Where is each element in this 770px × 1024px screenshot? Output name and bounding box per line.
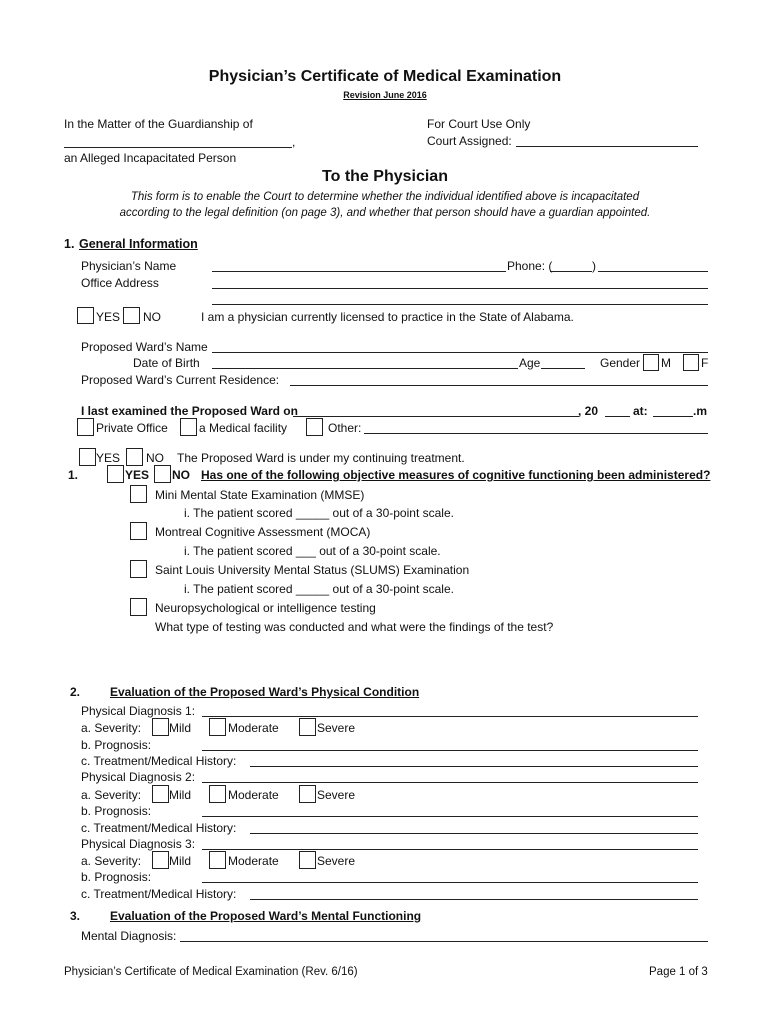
age-line[interactable] [541,368,585,369]
moca-checkbox[interactable] [130,522,147,540]
phone-number-line[interactable] [598,271,708,272]
diagnosis-1-prognosis-label: b. Prognosis: [81,738,152,752]
section1-number: 1. [64,237,75,251]
mmse-checkbox[interactable] [130,485,147,503]
cognitive-question: Has one of the following objective measures of cognitive functioning been administered? [201,468,711,482]
diagnosis-2-severity-label: a. Severity: [81,788,142,802]
diagnosis-1-moderate-checkbox[interactable] [209,718,226,736]
cognitive-question-number: 1. [68,468,79,482]
mmse-score: i. The patient scored _____ out of a 30-point scale. [184,506,454,520]
comma: , [292,135,296,149]
license-yes-checkbox[interactable] [77,307,94,324]
time-suffix: .m [693,404,708,418]
diagnosis-3-mild-checkbox[interactable] [152,851,169,869]
page-number: Page 1 of 3 [649,966,708,978]
diagnosis-2-moderate-label: Moderate [228,788,279,802]
diagnosis-1-label: Physical Diagnosis 1: [81,704,196,718]
intro-heading: To the Physician [322,168,448,185]
diagnosis-2-mild-label: Mild [169,788,192,802]
diagnosis-1-mild-checkbox[interactable] [152,718,169,736]
year-line[interactable] [605,416,630,417]
footer-title: Physician’s Certificate of Medical Examination (Rev. 6/16) [64,966,358,978]
intro-line-2: according to the legal definition (on page 3), and whether that person should have a guardian appointed. [119,207,651,219]
diagnosis-2-line[interactable] [202,782,698,783]
continuing-yes-checkbox[interactable] [79,448,96,466]
medical-facility-label: a Medical facility [199,421,288,435]
last-examined-label: I last examined the Proposed Ward on [81,404,298,418]
ward-name-line[interactable] [64,147,292,148]
continuing-no-checkbox[interactable] [126,448,143,466]
dob-line[interactable] [212,368,518,369]
neuro-testing-label: Neuropsychological or intelligence testing [155,601,376,615]
private-office-label: Private Office [96,421,168,435]
continuing-treatment-statement: The Proposed Ward is under my continuing treatment. [177,451,465,465]
diagnosis-1-severity-label: a. Severity: [81,721,142,735]
slums-score: i. The patient scored _____ out of a 30-point scale. [184,582,454,596]
proposed-ward-name-line[interactable] [212,352,708,353]
gender-label: Gender [600,356,641,370]
diagnosis-1-severe-checkbox[interactable] [299,718,316,736]
diagnosis-1-severe-label: Severe [317,721,356,735]
form-title: Physician’s Certificate of Medical Examination [208,68,562,85]
exam-date-line[interactable] [293,416,579,417]
continuing-yes-label: YES [96,451,121,465]
at-label: at: [633,404,648,418]
slums-label: Saint Louis University Mental Status (SLUMS) Examination [155,563,470,577]
diagnosis-3-line[interactable] [202,849,698,850]
alleged-label: an Alleged Incapacitated Person [64,151,237,165]
physician-name-line[interactable] [212,271,506,272]
private-office-checkbox[interactable] [77,418,94,436]
office-address-label: Office Address [81,276,159,290]
medical-facility-checkbox[interactable] [180,418,197,436]
phone-close-paren: ) [592,259,596,273]
moca-label: Montreal Cognitive Assessment (MOCA) [155,525,371,539]
cognitive-yes-label: YES [125,468,150,482]
area-code-line[interactable] [550,271,592,272]
section3-number: 3. [70,909,81,923]
license-yes-label: YES [96,310,121,324]
section2-number: 2. [70,685,81,699]
diagnosis-3-moderate-checkbox[interactable] [209,851,226,869]
diagnosis-2-severe-label: Severe [317,788,356,802]
office-address-line-2[interactable] [212,304,708,305]
time-line[interactable] [653,416,693,417]
diagnosis-2-treatment-line[interactable] [250,833,698,834]
other-location-line[interactable] [364,433,708,434]
diagnosis-3-prognosis-line[interactable] [202,882,698,883]
ward-name-label: Proposed Ward’s Name [81,340,208,354]
diagnosis-3-treatment-line[interactable] [250,899,698,900]
office-address-line-1[interactable] [212,288,708,289]
diagnosis-3-severe-label: Severe [317,854,356,868]
continuing-no-label: NO [146,451,164,465]
diagnosis-3-label: Physical Diagnosis 3: [81,837,196,851]
residence-line[interactable] [290,385,708,386]
residence-label: Proposed Ward’s Current Residence: [81,373,280,387]
diagnosis-2-prognosis-label: b. Prognosis: [81,804,152,818]
neuro-testing-question: What type of testing was conducted and what were the findings of the test? [155,620,554,634]
gender-m-checkbox[interactable] [643,354,659,371]
slums-checkbox[interactable] [130,560,147,578]
cognitive-yes-checkbox[interactable] [107,465,124,483]
license-no-label: NO [143,310,161,324]
court-assigned-label: Court Assigned: [427,134,512,148]
diagnosis-2-label: Physical Diagnosis 2: [81,770,196,784]
dob-label: Date of Birth [133,356,200,370]
diagnosis-1-line[interactable] [202,716,698,717]
diagnosis-3-treatment-label: c. Treatment/Medical History: [81,887,237,901]
neuro-testing-checkbox[interactable] [130,598,147,616]
license-statement: I am a physician currently licensed to practice in the State of Alabama. [201,310,574,324]
cognitive-no-label: NO [172,468,190,482]
mmse-label: Mini Mental State Examination (MMSE) [155,488,365,502]
diagnosis-3-moderate-label: Moderate [228,854,279,868]
gender-f-label: F [701,356,709,370]
moca-score: i. The patient scored ___ out of a 30-point scale. [184,544,441,558]
section1-heading: General Information [79,237,198,251]
other-location-label: Other: [328,421,362,435]
diagnosis-3-severe-checkbox[interactable] [299,851,316,869]
gender-f-checkbox[interactable] [683,354,699,371]
cognitive-no-checkbox[interactable] [154,465,171,483]
section3-heading: Evaluation of the Proposed Ward’s Mental Functioning [110,909,422,923]
age-label: Age [519,356,541,370]
diagnosis-1-treatment-line[interactable] [250,766,698,767]
diagnosis-3-prognosis-label: b. Prognosis: [81,870,152,884]
other-location-checkbox[interactable] [306,418,323,436]
gender-m-label: M [661,356,671,370]
diagnosis-1-treatment-label: c. Treatment/Medical History: [81,754,237,768]
intro-line-1: This form is to enable the Court to determine whether the individual identified above is incapacitated [130,191,640,203]
matter-label: In the Matter of the Guardianship of [64,117,253,131]
diagnosis-3-severity-label: a. Severity: [81,854,142,868]
court-use-label: For Court Use Only [427,117,531,131]
diagnosis-1-mild-label: Mild [169,721,192,735]
phone-label: Phone: ( [507,259,553,273]
section2-heading: Evaluation of the Proposed Ward’s Physical Condition [110,685,420,699]
diagnosis-2-moderate-checkbox[interactable] [209,785,226,803]
year-label: , 20 [578,404,599,418]
diagnosis-2-severe-checkbox[interactable] [299,785,316,803]
physician-name-label: Physician’s Name [81,259,177,273]
revision-date: Revision June 2016 [343,90,427,100]
diagnosis-2-mild-checkbox[interactable] [152,785,169,803]
diagnosis-3-mild-label: Mild [169,854,192,868]
diagnosis-1-moderate-label: Moderate [228,721,279,735]
license-no-checkbox[interactable] [123,307,140,324]
diagnosis-2-prognosis-line[interactable] [202,816,698,817]
diagnosis-1-prognosis-line[interactable] [202,750,698,751]
mental-diagnosis-label: Mental Diagnosis: [81,929,177,943]
diagnosis-2-treatment-label: c. Treatment/Medical History: [81,821,237,835]
mental-diagnosis-line[interactable] [180,941,708,942]
court-assigned-line[interactable] [516,146,698,147]
